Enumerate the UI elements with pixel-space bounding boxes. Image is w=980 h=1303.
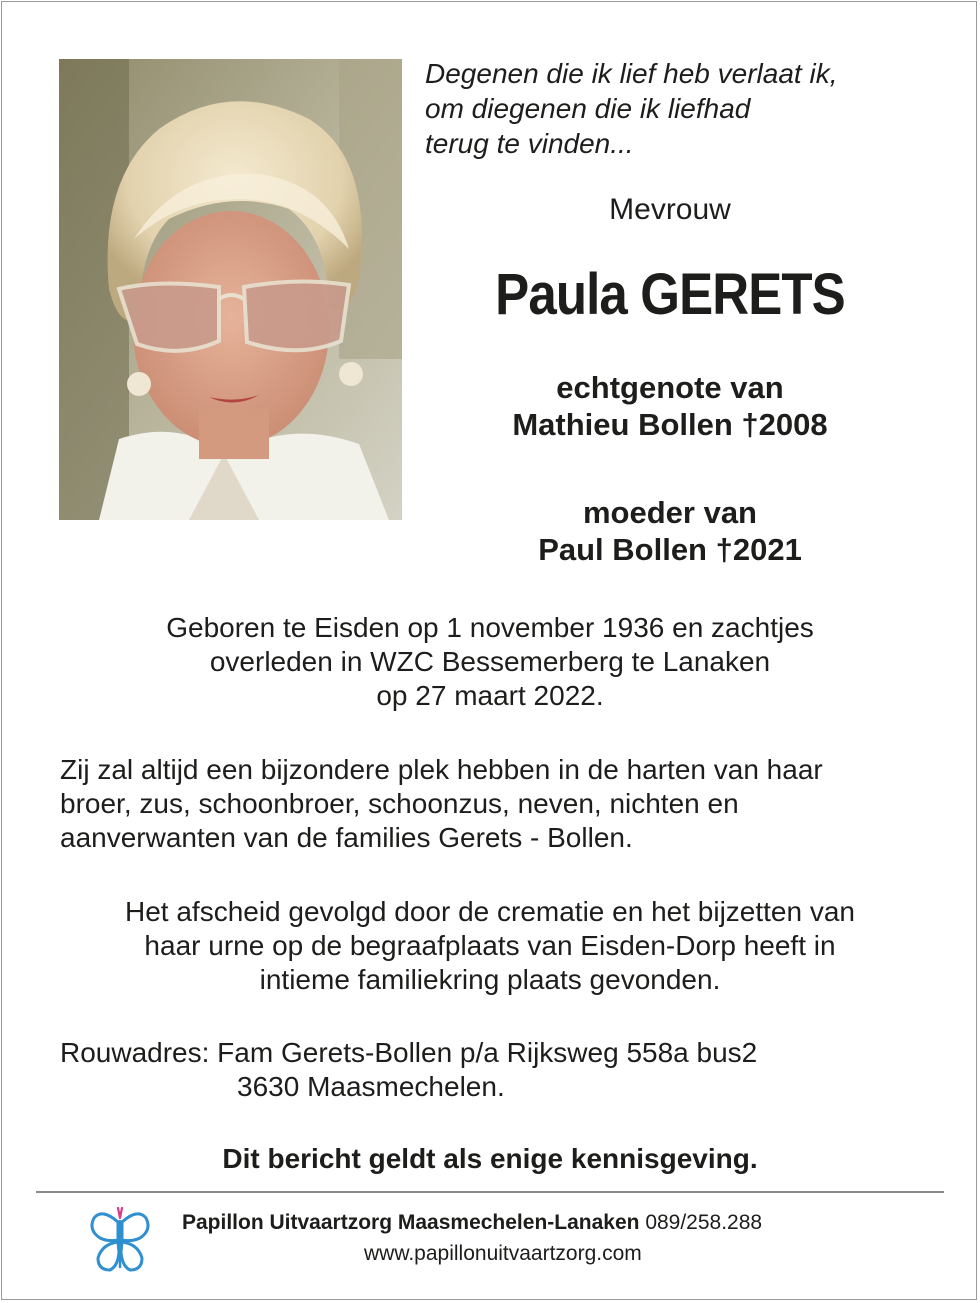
spouse-name: Mathieu Bollen †2008 (512, 407, 828, 442)
butterfly-icon (88, 1204, 152, 1276)
child-relation (420, 494, 920, 568)
paragraph-line: Het afscheid gevolgd door de crematie en het bijzetten van (124, 896, 855, 927)
opening-quote (425, 56, 945, 161)
salutation: Mevrouw (609, 193, 731, 226)
paragraph-line: haar urne op de begraafplaats van Eisden-Dorp heeft in (144, 930, 836, 961)
deceased-name: Paula GERETS (495, 262, 845, 327)
paragraph-line: Geboren te Eisden op 1 november 1936 en zachtjes (166, 612, 814, 643)
birth-death-paragraph (60, 611, 920, 713)
paragraph-line: intieme familiekring plaats gevonden. (259, 964, 721, 995)
farewell-paragraph (60, 895, 920, 997)
funeral-home-website[interactable]: www.papillonuitvaartzorg.com (364, 1242, 642, 1265)
paragraph-line: Zij zal altijd een bijzondere plek hebben in de harten van haar (60, 754, 823, 785)
footer-divider (36, 1191, 944, 1193)
paragraph-line: op 27 maart 2022. (376, 680, 604, 711)
funeral-home-name: Papillon Uitvaartzorg Maasmechelen-Lanaken (182, 1211, 640, 1234)
funeral-home-info (182, 1209, 762, 1236)
quote-line: om diegenen die ik liefhad (425, 93, 751, 124)
address-line-1: Rouwadres: Fam Gerets-Bollen p/a Rijksweg 558a bus2 (60, 1037, 758, 1068)
funeral-home-phone[interactable]: 089/258.288 (645, 1211, 763, 1234)
quote-line: Degenen die ik lief heb verlaat ik, (425, 58, 838, 89)
paragraph-line: overleden in WZC Bessemerberg te Lanaken (209, 646, 771, 677)
child-name: Paul Bollen †2021 (538, 532, 802, 567)
portrait-photo (59, 59, 402, 520)
address-line-2: 3630 Maasmechelen. (237, 1071, 505, 1102)
paragraph-line: broer, zus, schoonbroer, schoonzus, neven, nichten en (60, 788, 739, 819)
spouse-relation (420, 369, 920, 443)
paragraph-line: aanverwanten van de families Gerets - Bollen. (60, 822, 633, 853)
spouse-label: echtgenote van (556, 370, 784, 405)
mourning-address (60, 1036, 757, 1104)
quote-line: terug te vinden... (425, 128, 634, 159)
child-label: moeder van (582, 495, 757, 530)
family-paragraph (60, 753, 940, 855)
notice-statement: Dit bericht geldt als enige kennisgeving. (222, 1143, 758, 1174)
